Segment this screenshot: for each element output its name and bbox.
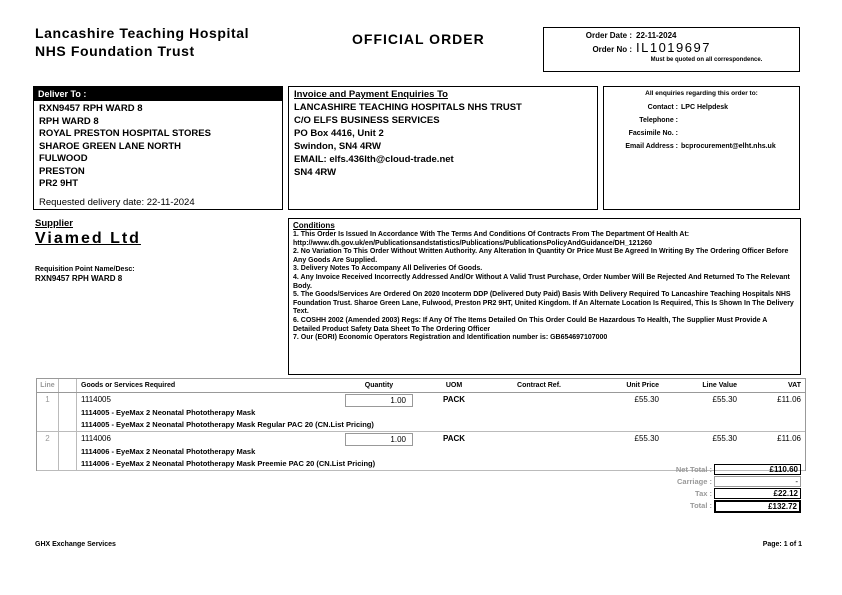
carriage-label: Carriage :: [676, 477, 712, 486]
invoice-address-line: C/O ELFS BUSINESS SERVICES: [294, 115, 440, 126]
unit-price-value: £55.30: [634, 434, 659, 443]
condition-item: 7. Our (EORI) Economic Operators Registration and Identification number is: GB654697107000: [293, 334, 608, 342]
quantity-value: 1.00: [345, 433, 413, 446]
order-no-value: IL1019697: [636, 40, 711, 55]
line-number: 1: [37, 393, 59, 431]
order-note: Must be quoted on all correspondence.: [650, 57, 763, 63]
net-total-value: £110.60: [714, 464, 801, 475]
condition-item: 6. COSHH 2002 (Amended 2003) Regs: If Any Of The Items Detailed On This Order Could Be Hazardous To Health, The Supplier Must Provide A Detailed Product Safety Data Sheet To The Ordering Officer: [293, 316, 768, 333]
col-header-line-value: Line Value: [702, 382, 737, 389]
organisation-name: [35, 24, 249, 60]
supplier-label: Supplier: [35, 218, 74, 229]
unit-price-value: £55.30: [634, 395, 659, 404]
order-reference-box: [543, 27, 800, 72]
row-spacer-cell: [59, 432, 77, 470]
deliver-to-box: [33, 86, 283, 210]
deliver-to-line: FULWOOD: [39, 153, 88, 164]
requisition-point-label: Requisition Point Name/Desc:: [35, 266, 135, 273]
contact-label: Contact :: [647, 104, 678, 111]
deliver-to-line: RPH WARD 8: [39, 115, 99, 127]
col-header-quantity: Quantity: [364, 382, 394, 389]
uom-value: PACK: [442, 434, 466, 443]
document-title: OFFICIAL ORDER: [352, 31, 485, 47]
vat-value: £11.06: [777, 395, 801, 404]
order-enquiries-title: All enquiries regarding this order to:: [645, 90, 758, 97]
item-code: 1114006: [81, 434, 111, 443]
invoice-enquiries-box: [288, 86, 598, 210]
conditions-box: [288, 218, 801, 375]
order-no-label: Order No :: [592, 45, 632, 54]
col-header-goods: Goods or Services Required: [81, 382, 176, 389]
invoice-enquiries-title: Invoice and Payment Enquiries To: [294, 89, 448, 100]
total-label: Total :: [690, 501, 712, 510]
facsimile-value: [681, 127, 799, 140]
order-items-table: [36, 378, 806, 471]
deliver-to-title: Deliver To :: [34, 87, 282, 101]
order-date-label: Order Date :: [585, 31, 632, 40]
uom-value: PACK: [442, 395, 466, 404]
invoice-address-line: SN4 4RW: [294, 167, 337, 178]
order-enquiries-box: [603, 86, 800, 210]
col-header-spacer: [59, 379, 77, 392]
carriage-value: -: [714, 476, 801, 487]
tax-label: Tax :: [695, 489, 712, 498]
deliver-to-address: [34, 101, 282, 191]
footer-service-name: GHX Exchange Services: [35, 541, 116, 548]
organisation-name-line2: NHS Foundation Trust: [35, 43, 195, 59]
email-value: bcprocurement@elht.nhs.uk: [681, 143, 776, 150]
quantity-value: 1.00: [345, 394, 413, 407]
email-label: Email Address :: [625, 143, 678, 150]
order-date-value: 22-11-2024: [636, 31, 677, 40]
deliver-to-line: ROYAL PRESTON HOSPITAL STORES: [39, 128, 211, 139]
row-spacer-cell: [59, 393, 77, 431]
deliver-to-line: SHAROE GREEN LANE NORTH: [39, 140, 181, 152]
deliver-to-line: PRESTON: [39, 165, 85, 177]
condition-item: 2. No Variation To This Order Without Written Authority. Any Alteration In Quantity Or Price Must Be Agreed In Writing By The Ordering Officer Before Any Goods Are Supplied.: [293, 248, 789, 264]
item-description: 1114005 - EyeMax 2 Neonatal Phototherapy Mask: [81, 408, 256, 417]
invoice-email-line: EMAIL: elfs.436lth@cloud-trade.net: [294, 154, 454, 165]
contact-value: LPC Helpdesk: [681, 104, 729, 111]
requested-delivery-date: Requested delivery date: 22-11-2024: [39, 196, 195, 208]
requisition-point-value: RXN9457 RPH WARD 8: [35, 274, 123, 283]
invoice-address-line: LANCASHIRE TEACHING HOSPITALS NHS TRUST: [294, 102, 522, 113]
item-code: 1114005: [81, 395, 111, 404]
tax-value: £22.12: [714, 488, 801, 499]
organisation-name-line1: Lancashire Teaching Hospital: [35, 25, 250, 41]
item-description-detail: 1114006 - EyeMax 2 Neonatal Phototherapy Mask Preemie PAC 20 (CN.List Pricing): [81, 459, 376, 468]
invoice-address-line: Swindon, SN4 4RW: [294, 141, 381, 152]
total-value: £132.72: [714, 500, 801, 513]
deliver-to-line: RXN9457 RPH WARD 8: [39, 103, 143, 114]
condition-item: 5. The Goods/Services Are Ordered On 2020 Incoterm DDP (Delivered Duty Paid) Basis With Delivery Required To Lancashire Teaching Hospitals NHS Foundation Trust. Sharoe Green Lane, Fulwood, Preston PR2 9HT, United Kingdom. If An Alternate Location Is Required, This Is Shown In The Delivery Text.: [293, 291, 794, 316]
conditions-title: Conditions: [293, 221, 335, 230]
telephone-label: Telephone :: [639, 117, 678, 124]
net-total-label: Net Total :: [675, 465, 712, 474]
table-row: [37, 393, 805, 432]
col-header-uom: UOM: [445, 382, 463, 389]
vat-value: £11.06: [777, 434, 801, 443]
facsimile-label: Facsimile No. :: [628, 130, 678, 137]
totals-summary: [640, 464, 801, 513]
invoice-address-line: PO Box 4416, Unit 2: [294, 128, 384, 139]
table-header-row: [37, 378, 805, 393]
telephone-value: [681, 114, 799, 127]
col-header-unit-price: Unit Price: [626, 382, 659, 389]
item-description: 1114006 - EyeMax 2 Neonatal Phototherapy Mask: [81, 447, 256, 456]
condition-item: 3. Delivery Notes To Accompany All Deliveries Of Goods.: [293, 265, 483, 273]
supplier-name: Viamed Ltd: [35, 230, 141, 247]
deliver-to-line: PR2 9HT: [39, 178, 79, 189]
col-header-line: Line: [37, 379, 59, 392]
contract-ref-value: [493, 393, 585, 407]
contract-ref-value: [493, 432, 585, 446]
col-header-vat: VAT: [788, 382, 801, 389]
col-header-contract-ref: Contract Ref.: [517, 382, 561, 389]
item-description-detail: 1114005 - EyeMax 2 Neonatal Phototherapy Mask Regular PAC 20 (CN.List Pricing): [81, 420, 374, 429]
condition-item: 4. Any Invoice Received Incorrectly Addressed And/Or Without A Valid Trust Purchase, Order Number Will Be Rejected And Returned To The Relevant Body.: [293, 273, 790, 290]
line-number: 2: [37, 432, 59, 470]
line-value: £55.30: [712, 395, 737, 404]
footer-page-number: Page: 1 of 1: [762, 541, 802, 548]
line-value: £55.30: [712, 434, 737, 443]
condition-item: 1. This Order Is Issued In Accordance With The Terms And Conditions Of Contracts From The Department Of Health At: http://www.dh.gov.uk/en/Publicationsandstatistics/Publications/PublicationsPolicyAndGuidance/DH_121260: [293, 231, 690, 247]
